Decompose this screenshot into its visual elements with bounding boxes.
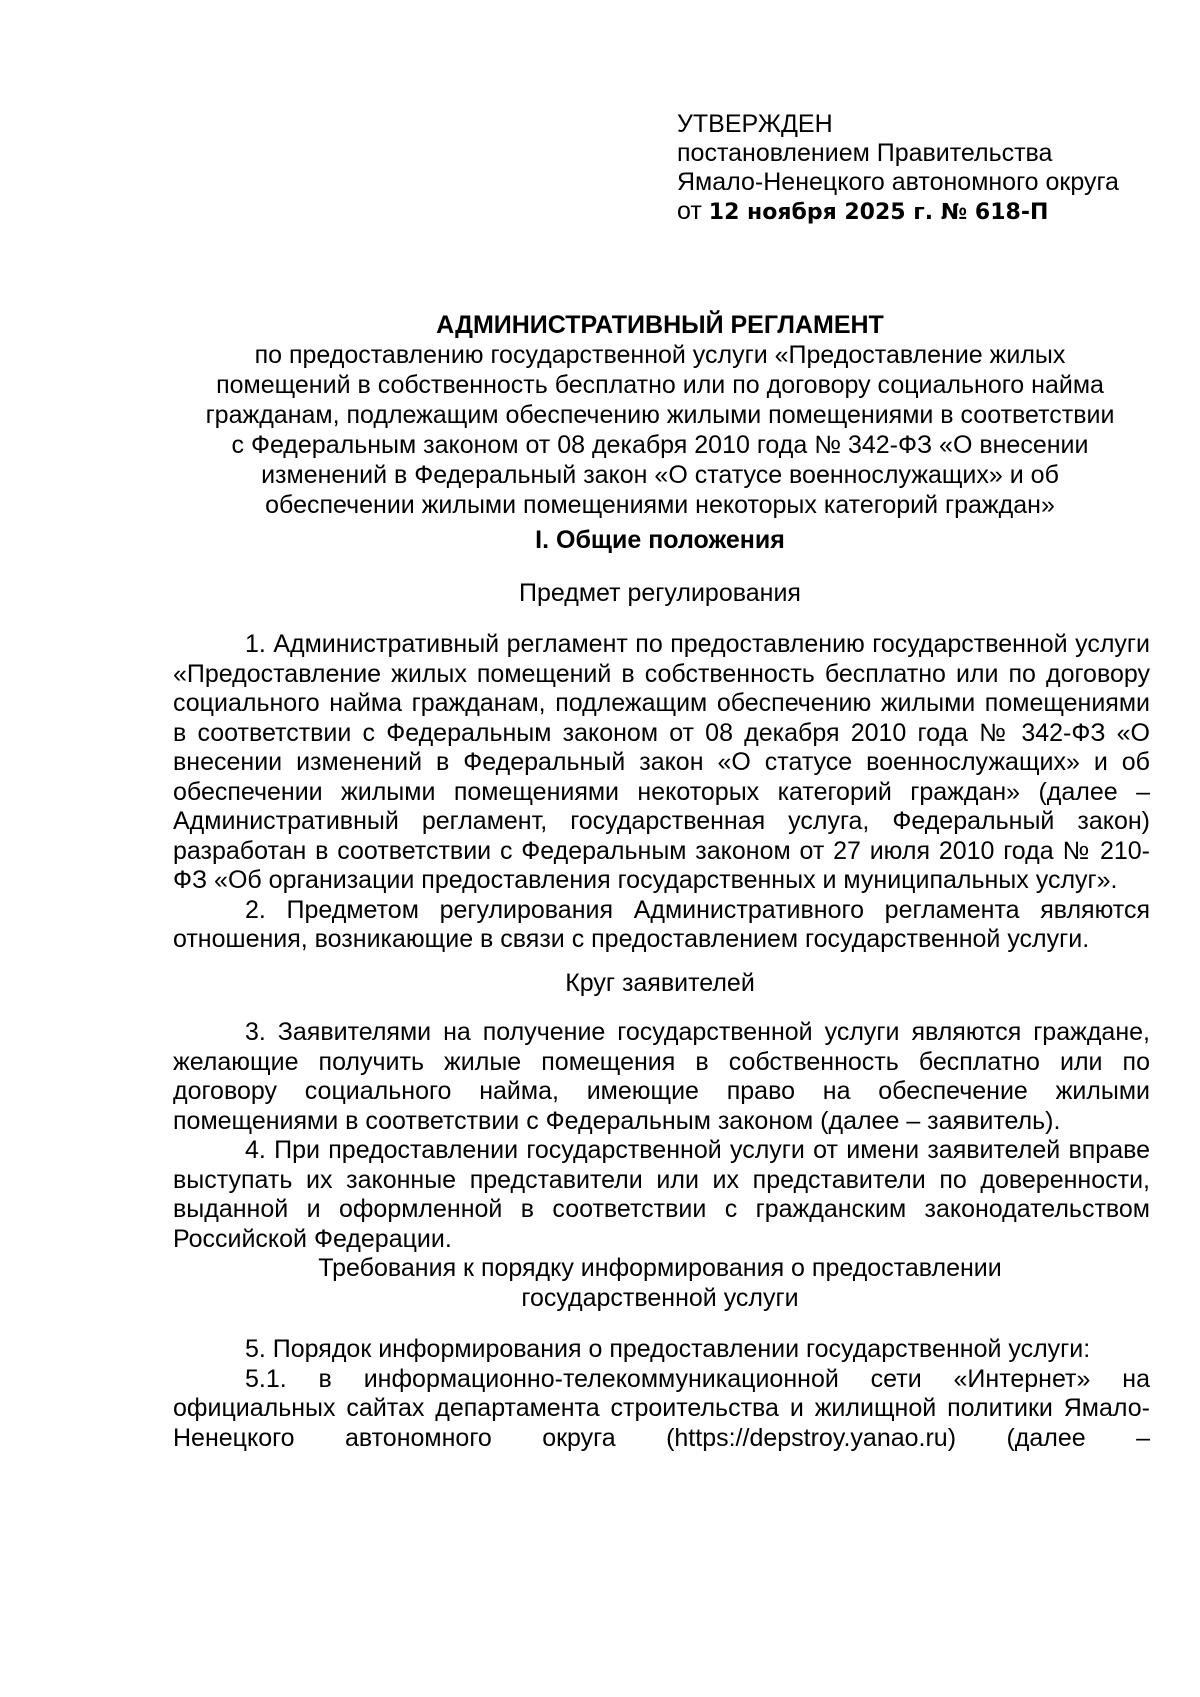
approval-date-prefix: от [677, 197, 702, 225]
paragraph-4: 4. При предоставлении государственной услуги от имени заявителей вправе выступать их законные представители или их представители по доверенности, выданной и оформленной в соответствии с гражданским законодательством Российской Федерации. [173, 1136, 1150, 1253]
approval-line-1: постановлением Правительства [677, 139, 1053, 167]
paragraph-3: 3. Заявителями на получение государственной услуги являются граждане, желающие получить жилые помещения в собственность бесплатно или по договору социального найма, имеющие право на обеспечение жилыми помещениями в соответствии с Федеральным законом (далее – заявитель). [173, 1018, 1150, 1135]
paragraphs-informing [173, 1335, 1150, 1453]
approved-label: УТВЕРЖДЕН [677, 110, 833, 138]
document-subtitle-line: изменений в Федеральный закон «О статусе военнослужащих» и об [261, 461, 1059, 489]
subsection-heading-applicants: Круг заявителей [565, 969, 755, 997]
paragraph-5: 5. Порядок информирования о предоставлении государственной услуги: [245, 1335, 1091, 1363]
document-title: АДМИНИСТРАТИВНЫЙ РЕГЛАМЕНТ [436, 311, 884, 339]
informing-heading-line-2: государственной услуги [521, 1284, 799, 1312]
subsection-heading-subject: Предмет регулирования [519, 579, 801, 607]
document-subtitle-line: гражданам, подлежащим обеспечению жилыми помещениями в соответствии [205, 401, 1115, 429]
informing-heading-line-1: Требования к порядку информирования о предоставлении [318, 1254, 1002, 1282]
paragraph-2: 2. Предметом регулирования Административного регламента являются отношения, возникающие в связи с предоставлением государственной услуги. [173, 895, 1150, 953]
approval-date-number: 12 ноября 2025 г. № 618-П [708, 200, 1049, 225]
approval-line-3 [677, 197, 1177, 227]
document-subtitle-line: с Федеральным законом от 08 декабря 2010 года № 342-ФЗ «О внесении [231, 431, 1089, 459]
paragraph-5-1: 5.1. в информационно-телекоммуникационной сети «Интернет» на официальных сайтах департамента строительства и жилищной политики Ямало-Ненецкого автономного округа (https://depstroy.yanao.ru) (далее – [173, 1364, 1150, 1452]
paragraphs-subject [173, 630, 1150, 955]
document-subtitle-line: помещений в собственность бесплатно или по договору социального найма [216, 371, 1104, 399]
paragraphs-applicants [173, 1018, 1150, 1254]
section-heading-general: I. Общие положения [535, 526, 785, 554]
approval-line-2: Ямало-Ненецкого автономного округа [677, 168, 1119, 196]
paragraph-1: 1. Административный регламент по предоставлению государственной услуги «Предоставление жилых помещений в собственность бесплатно или по договору социального найма гражданам, подлежащим обеспечению жилыми помещениями в соответствии с Федеральным законом от 08 декабря 2010 года № 342-ФЗ «О внесении изменений в Федеральный закон «О статусе военнослужащих» и об обеспечении жилыми помещениями некоторых категорий граждан» (далее – Административный регламент, государственная услуга, Федеральный закон) разработан в соответствии с Федеральным законом от 27 июля 2010 года № 210-ФЗ «Об организации предоставления государственных и муниципальных услуг». [173, 630, 1150, 894]
approval-stamp [677, 110, 1177, 227]
document-subtitle-line: обеспечении жилыми помещениями некоторых категорий граждан» [265, 491, 1055, 519]
document-subtitle-line: по предоставлению государственной услуги «Предоставление жилых [254, 341, 1066, 369]
subsection-heading-informing [170, 1253, 1150, 1313]
document-title-block [170, 310, 1150, 520]
